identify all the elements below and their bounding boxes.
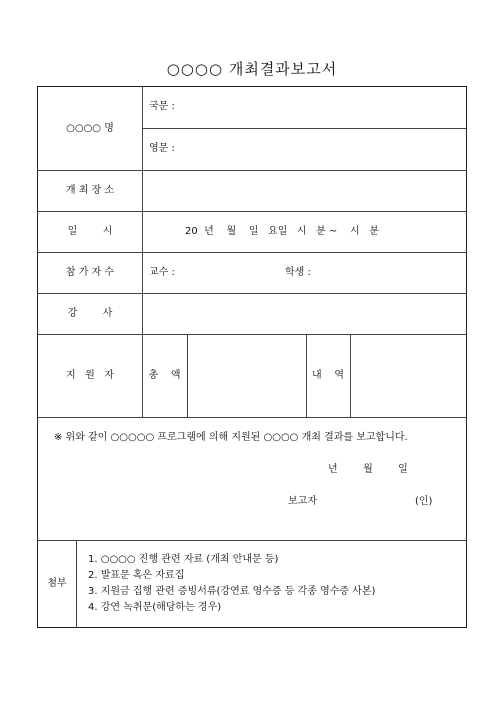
divider-details-label (350, 334, 351, 417)
professors-label: 교수 : (149, 267, 175, 278)
datetime-value: 20 년 월 일 요일 시 분 ~ 시 분 (185, 226, 379, 237)
attendees-label: 참 가 자 수 (65, 267, 115, 278)
divider-venue (38, 211, 466, 212)
divider-total-label (187, 334, 188, 417)
attachment-item-4: 4. 강연 녹취문(해당하는 경우) (88, 602, 222, 613)
page-title: ○○○○ 개최결과보고서 (166, 60, 338, 78)
attachment-item-3: 3. 지원금 집행 관련 증빙서류(강연료 영수증 등 각종 영수증 사본) (88, 586, 376, 597)
students-label: 학생 : (285, 267, 311, 278)
attachments-label: 첨부 (47, 578, 67, 589)
report-date-line: 년 월 일 (328, 464, 408, 475)
reporter-label: 보고자 (288, 496, 317, 507)
support-label: 지 원 자 (65, 370, 115, 381)
datetime-label: 일 시 (67, 226, 113, 237)
english-name-label: 영문 : (149, 143, 175, 154)
divider-statement (38, 540, 466, 541)
divider-attendees (38, 293, 466, 294)
details-label: 내 역 (311, 370, 345, 381)
report-form (37, 86, 467, 628)
report-statement: ※ 위와 같이 ○○○○○ 프로그램에 의해 지원된 ○○○○ 개최 결과를 보고합니다. (54, 432, 408, 443)
divider-datetime (38, 252, 466, 253)
korean-name-label: 국문 : (149, 101, 175, 112)
lecturer-label: 강 사 (67, 308, 113, 319)
total-amount-label: 총 액 (148, 370, 181, 381)
venue-label: 개 최 장 소 (65, 185, 115, 196)
divider-name (38, 170, 466, 171)
divider-attachments-label (76, 540, 77, 628)
divider-lecturer (38, 334, 466, 335)
divider-support (38, 417, 466, 418)
seal-mark: (인) (415, 496, 433, 507)
attachment-item-2: 2. 발표문 혹은 자료집 (88, 570, 185, 581)
divider-label-column (142, 87, 143, 417)
divider-name-inner (142, 128, 466, 129)
name-label: ○○○○ 명 (66, 123, 114, 134)
attachment-item-1: 1. ○○○○ 진행 관련 자료 (개최 안내문 등) (88, 554, 279, 565)
